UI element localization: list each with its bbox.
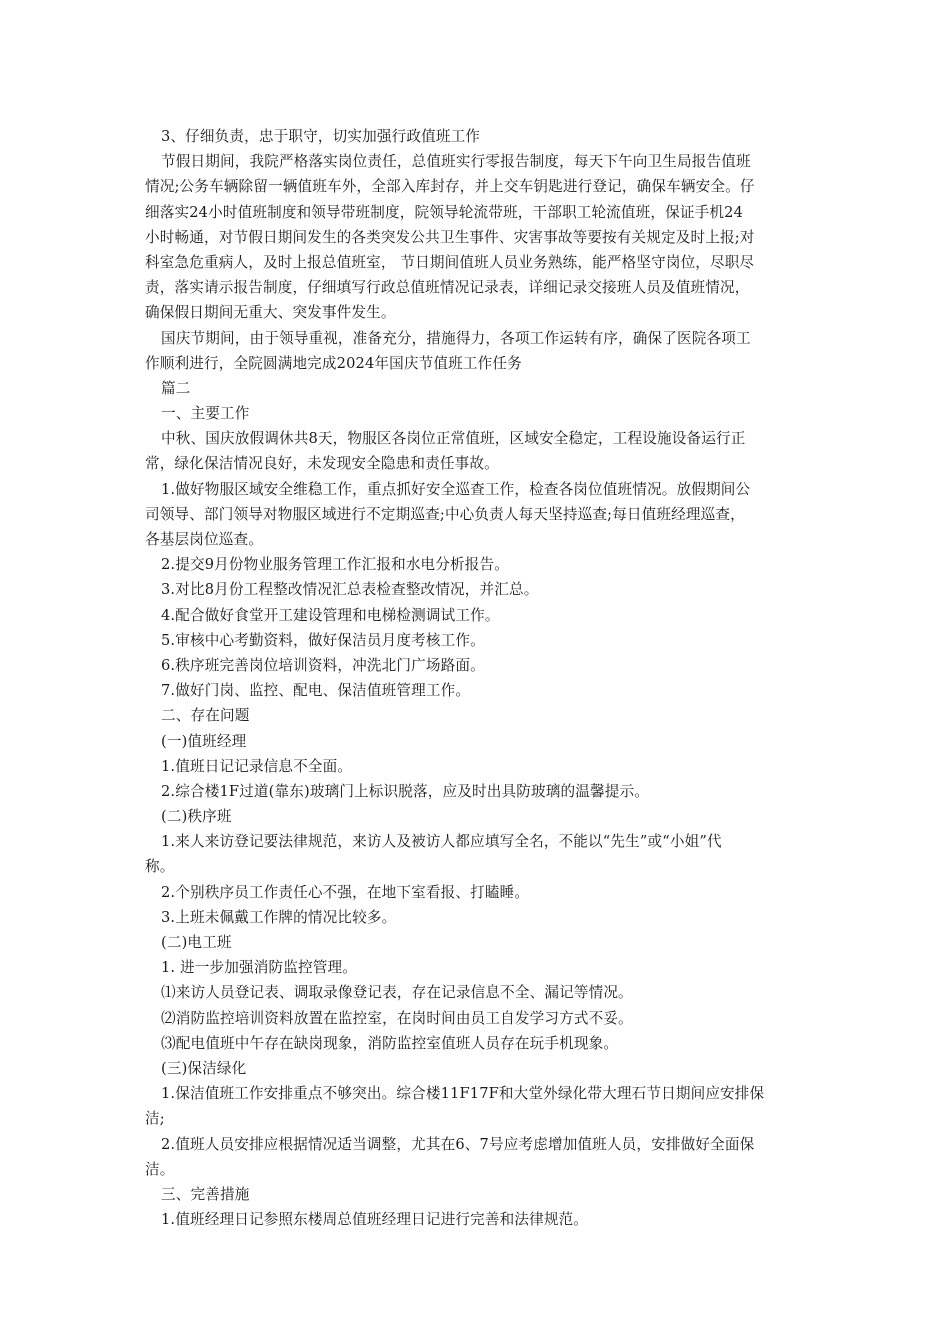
text-line: 中秋、国庆放假调休共8天，物服区各岗位正常值班，区域安全稳定，工程设施设备运行正: [161, 430, 746, 448]
text-line: 2.提交9月份物业服务管理工作汇报和水电分析报告。: [161, 556, 510, 574]
text-line: 责，落实请示报告制度，仔细填写行政总值班情况记录表，详细记录交接班人员及值班情况，: [145, 279, 750, 297]
text-line: 小时畅通，对节假日期间发生的各类突发公共卫生事件、灾害事故等要按有关规定及时上报;对: [145, 228, 755, 246]
text-line: (一)值班经理: [161, 732, 247, 750]
document-body: [145, 124, 809, 1232]
text-line: 各基层岗位巡查。: [145, 531, 263, 548]
text-line: 洁。: [145, 1160, 175, 1178]
text-line: 1.值班经理日记参照东楼周总值班经理日记进行完善和法律规范。: [161, 1211, 589, 1229]
text-line: 1.保洁值班工作安排重点不够突出。综合楼11F17F和大堂外绿化带大理石节日期间应安排保: [161, 1085, 765, 1103]
text-line: ⑴来访人员登记表、调取录像登记表，存在记录信息不全、漏记等情况。: [161, 984, 633, 1002]
text-line: 称。: [145, 858, 175, 876]
text-line: 三、完善措施: [161, 1185, 250, 1203]
text-line: 3.上班未佩戴工作牌的情况比较多。: [161, 908, 397, 926]
text-line: 3、仔细负责，忠于职守，切实加强行政值班工作: [161, 128, 481, 145]
text-line: 二、存在问题: [161, 707, 250, 725]
text-line: 1.值班日记记录信息不全面。: [161, 757, 353, 775]
text-line: 1. 进一步加强消防监控管理。: [161, 959, 357, 977]
text-line: 5.审核中心考勤资料，做好保洁员月度考核工作。: [161, 631, 485, 649]
text-line: 确保假日期间无重大、突发事件发生。: [145, 304, 396, 322]
text-line: 2.综合楼1F过道(靠东)玻璃门上标识脱落，应及时出具防玻璃的温馨提示。: [161, 782, 649, 800]
text-line: 常，绿化保洁情况良好，未发现安全隐患和责任事故。: [145, 455, 499, 473]
text-line: 篇二: [161, 379, 191, 397]
text-line: 国庆节期间，由于领导重视，准备充分，措施得力，各项工作运转有序，确保了医院各项工: [161, 329, 751, 347]
text-line: 2.个别秩序员工作责任心不强，在地下室看报、打瞌睡。: [161, 883, 530, 901]
text-line: 司领导、部门领导对物服区域进行不定期巡查;中心负责人每天坚持巡查;每日值班经理巡查，: [145, 505, 745, 523]
text-line: ⑶配电值班中午存在缺岗现象，消防监控室值班人员存在玩手机现象。: [161, 1034, 619, 1052]
text-line: (二)电工班: [161, 934, 232, 951]
text-line: 细落实24小时值班制度和领导带班制度，院领导轮流带班，干部职工轮流值班，保证手机24: [145, 203, 744, 221]
text-line: 节假日期间，我院严格落实岗位责任，总值班实行零报告制度，每天下午向卫生局报告值班: [161, 153, 751, 171]
text-line: (三)保洁绿化: [161, 1059, 247, 1077]
text-line: (二)秩序班: [161, 808, 232, 826]
text-line: 1.做好物服区域安全维稳工作，重点抓好安全巡查工作，检查各岗位值班情况。放假期间公: [161, 480, 751, 498]
text-line: 6.秩序班完善岗位培训资料，冲洗北门广场路面。: [161, 656, 485, 674]
text-line: 一、主要工作: [161, 405, 250, 423]
text-line: 情况;公务车辆除留一辆值班车外，全部入库封存，并上交车钥匙进行登记，确保车辆安全。仔: [145, 178, 755, 196]
text-line: 科室急危重病人，及时上报总值班室， 节日期间值班人员业务熟练，能严格坚守岗位，尽职尽: [145, 253, 755, 271]
text-line: ⑵消防监控培训资料放置在监控室，在岗时间由员工自发学习方式不妥。: [161, 1009, 633, 1027]
text-line: 3.对比8月份工程整改情况汇总表检查整改情况，并汇总。: [161, 581, 539, 599]
text-line: 作顺利进行，全院圆满地完成2024年国庆节值班工作任务: [145, 354, 522, 372]
text-line: 7.做好门岗、监控、配电、保洁值班管理工作。: [161, 682, 471, 700]
text-line: 2.值班人员安排应根据情况适当调整，尤其在6、7号应考虑增加值班人员，安排做好全面保: [161, 1135, 755, 1153]
text-line: 4.配合做好食堂开工建设管理和电梯检测调试工作。: [161, 606, 500, 624]
text-line: 洁;: [145, 1110, 165, 1128]
text-line: 1.来人来访登记要法律规范，来访人及被访人都应填写全名，不能以“先生”或“小姐”代: [161, 833, 722, 851]
